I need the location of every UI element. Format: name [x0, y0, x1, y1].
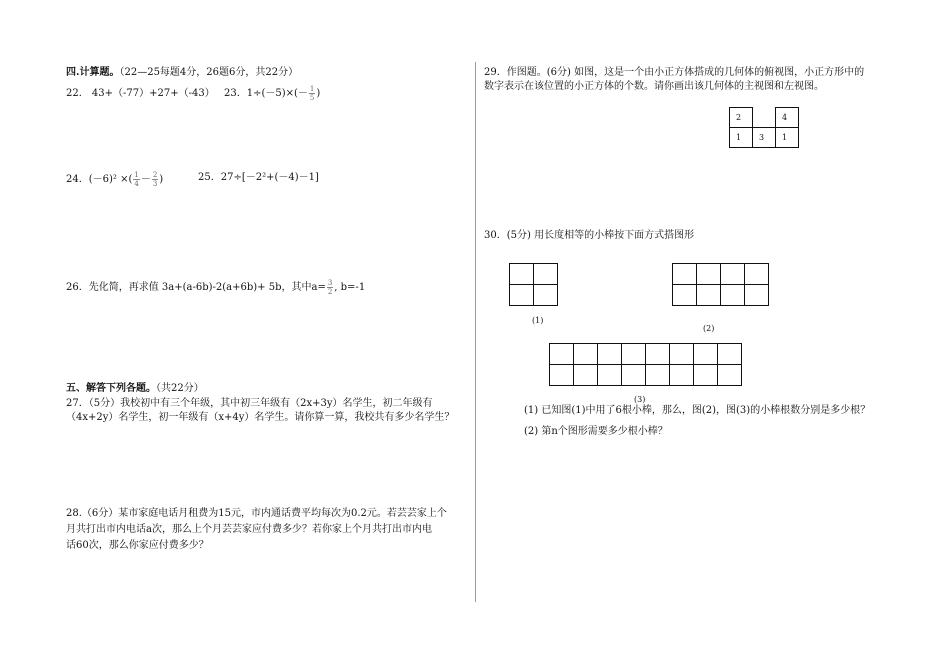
- question-29-line-1: 29．作图题。(6分) 如图，这是一个由小正方体搭成的几何体的俯视图，小正方形中的: [484, 67, 865, 78]
- top-view-grid: [729, 107, 799, 148]
- q23-text: 23．1÷(－5)×(－: [224, 88, 308, 99]
- figure-3-caption: (3): [634, 395, 646, 404]
- figure-2-caption: (2): [703, 324, 715, 333]
- section-5-title: 五、解答下列各题。: [66, 383, 156, 394]
- question-28-line-2: 月共打出市内电话a次，那么上个月芸芸家应付费多少？若你家上个月共打出市内电: [66, 524, 432, 535]
- question-30-title: 30．(5分) 用长度相等的小棒按下面方式搭图形: [484, 230, 695, 241]
- top-view-row: [730, 108, 799, 128]
- top-view-cell: 3: [753, 128, 776, 148]
- q26-text-end: , b=-1: [334, 282, 366, 293]
- section-5-heading: [66, 382, 204, 396]
- section-4-heading: [66, 66, 298, 80]
- question-27-line-2: （4x+2y）名学生，初一年级有（x+4y）名学生。请你算一算，我校共有多少名学生？: [66, 412, 455, 423]
- q24-fraction-2: $\frac{2}{3}$: [152, 171, 158, 188]
- q23-fraction: $\frac{1}{5}$: [309, 85, 315, 102]
- q24-text: 24．(－6)² ×(: [66, 174, 133, 185]
- top-view-cell: 1: [776, 128, 799, 148]
- top-view-cell: 1: [730, 128, 753, 148]
- stick-figure-3: [549, 343, 742, 386]
- q26-fraction: $\frac{3}{2}$: [327, 279, 333, 296]
- top-view-cell: 2: [730, 108, 753, 128]
- q24-minus: －: [140, 174, 151, 185]
- question-30-part-2: (2) 第n个图形需要多少根小棒？: [524, 426, 668, 437]
- question-28-line-1: 28.（6分）某市家庭电话月租费为15元，市内通话费平均每次为0.2元。若芸芸家上个: [66, 508, 447, 519]
- question-30-part-1: (1) 已知图(1)中用了6根小棒，那么，图(2)，图(3)的小棒根数分别是多少根？: [524, 405, 871, 416]
- figure-1-caption: (1): [532, 316, 544, 325]
- question-25: 25．27÷[－2²+(－4)－1]: [198, 172, 319, 183]
- stick-figure-1: [509, 263, 558, 306]
- q23-text-end: ): [316, 88, 321, 99]
- question-28-line-3: 话60次，那么你家应付费多少？: [66, 540, 209, 551]
- q24-text-end: ): [159, 174, 164, 185]
- question-26: [66, 279, 365, 296]
- section-4-title: 四.计算题。: [66, 67, 120, 78]
- question-29-line-2: 数字表示在该位置的小正方体的个数。请你画出该几何体的主视图和左视图。: [484, 81, 824, 92]
- question-24: [66, 171, 163, 188]
- page-divider: [475, 62, 476, 602]
- section-5-note: （共22分）: [156, 383, 204, 394]
- q26-text: 26．先化简，再求值 3a+(a-6b)-2(a+6b)+ 5b，其中a=: [66, 282, 326, 293]
- top-view-empty: [753, 108, 776, 128]
- section-4-note: （22—25每题4分，26题6分，共22分）: [119, 67, 299, 78]
- top-view-row: [730, 128, 799, 148]
- top-view-cell: 4: [776, 108, 799, 128]
- question-23: [224, 85, 320, 102]
- question-27-line-1: 27．（5分）我校初中有三个年级，其中初三年级有（2x+3y）名学生，初二年级有: [66, 398, 433, 409]
- question-22: 22． 43+（-77）+27+（-43）: [66, 88, 215, 99]
- stick-figure-2: [672, 263, 769, 306]
- q24-fraction-1: $\frac{1}{4}$: [134, 171, 139, 188]
